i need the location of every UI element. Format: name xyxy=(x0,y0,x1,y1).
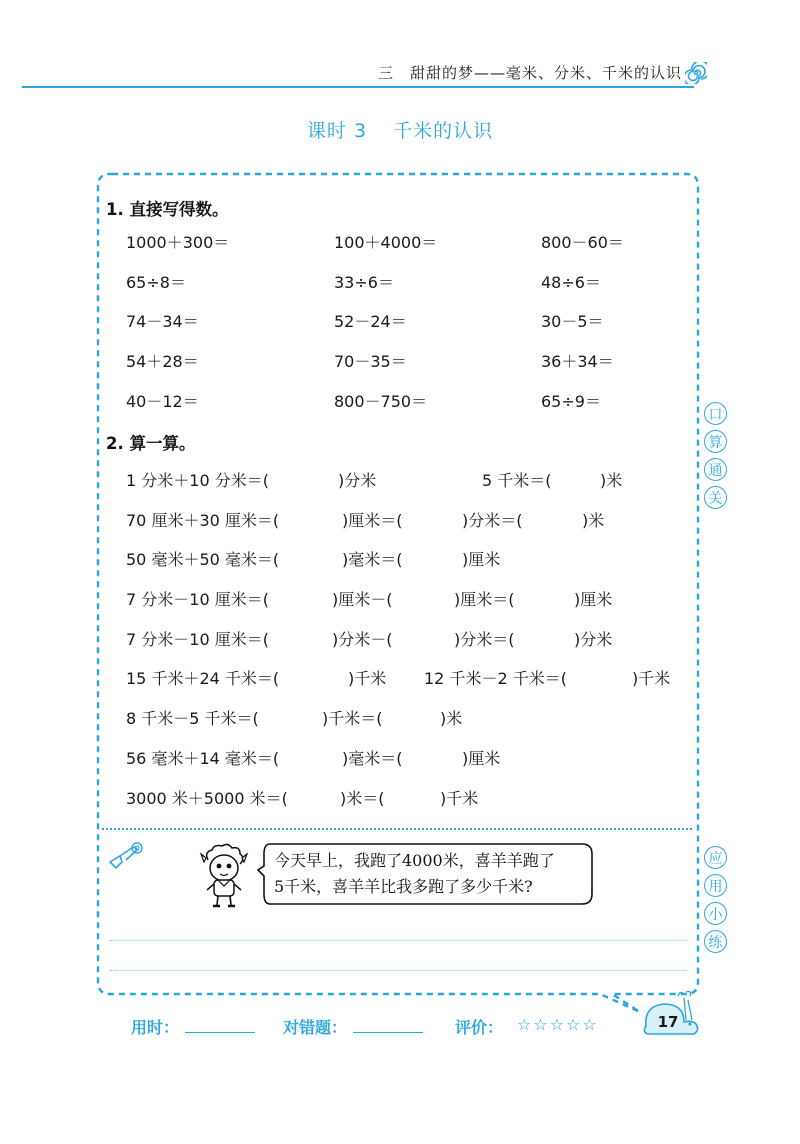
problem: 40－12＝ xyxy=(126,391,199,411)
rating-stars[interactable]: ☆☆☆☆☆ xyxy=(517,1015,599,1034)
errors-blank[interactable] xyxy=(353,1018,423,1033)
answer-blank[interactable]: )千米＝( xyxy=(322,709,383,729)
errors-label: 对错题： xyxy=(283,1018,348,1037)
answer-blank[interactable]: )米＝( xyxy=(340,788,385,808)
answer-blank[interactable]: )厘米－( xyxy=(332,590,393,610)
answer-blank[interactable]: )厘米 xyxy=(462,550,501,570)
section1-title: 1. 直接写得数。 xyxy=(106,200,229,219)
expression: 3000 米＋5000 米＝( xyxy=(126,788,288,808)
expression: 5 千米＝( xyxy=(482,471,552,490)
section-divider xyxy=(102,828,692,830)
answer-blank[interactable]: )分米＝( xyxy=(462,510,523,530)
side-tab-char: 算 xyxy=(704,430,727,453)
conversion-row xyxy=(126,508,696,548)
sheep-character-icon xyxy=(198,842,250,910)
rating-field xyxy=(455,1015,503,1038)
answer-blank[interactable]: )米 xyxy=(440,709,463,729)
side-tab-application xyxy=(704,846,728,958)
conversion-row xyxy=(126,746,696,786)
expression: 8 千米－5 千米＝( xyxy=(126,709,259,729)
lesson-name: 千米的认识 xyxy=(393,120,494,142)
side-tab-char: 应 xyxy=(704,846,727,869)
conversion-row xyxy=(126,547,696,587)
side-tab-char: 用 xyxy=(704,874,727,897)
word-problem-text xyxy=(274,848,604,900)
answer-line[interactable] xyxy=(110,970,688,971)
grid-row xyxy=(126,309,686,349)
conversion-row xyxy=(126,468,696,508)
problem: 54＋28＝ xyxy=(126,352,199,372)
answer-blank[interactable]: )分米－( xyxy=(332,629,393,649)
expression: 1 分米＋10 分米＝( xyxy=(126,471,269,490)
answer-blank[interactable]: )米 xyxy=(582,510,605,530)
answer-blank[interactable]: )厘米＝( xyxy=(454,590,515,610)
side-tab-char: 关 xyxy=(704,486,727,509)
grid-row xyxy=(126,230,686,270)
conversion-row xyxy=(126,706,696,746)
section2-title: 2. 算一算。 xyxy=(106,434,196,453)
unit-conversion-list xyxy=(126,468,696,825)
problem: 800－750＝ xyxy=(334,391,428,411)
expression: 56 毫米＋14 毫米＝( xyxy=(126,748,280,768)
expression: 7 分米－10 厘米＝( xyxy=(126,590,269,610)
errors-field xyxy=(283,1015,423,1038)
mental-math-grid xyxy=(126,230,686,428)
conversion-row xyxy=(126,666,696,706)
side-tab-mental-math xyxy=(704,402,728,514)
conversion-row xyxy=(126,587,696,627)
answer-line[interactable] xyxy=(110,940,688,941)
grid-row xyxy=(126,349,686,389)
answer-blank[interactable]: )分米 xyxy=(338,471,377,490)
answer-blank[interactable]: )毫米＝( xyxy=(342,748,403,768)
problem: 800－60＝ xyxy=(541,233,624,252)
answer-blank[interactable]: )厘米＝( xyxy=(342,510,403,530)
expression: 70 厘米＋30 厘米＝( xyxy=(126,510,280,530)
problem: 100＋4000＝ xyxy=(334,233,438,252)
problem: 1000＋300＝ xyxy=(126,233,230,252)
lesson-label: 课时 3 xyxy=(306,120,368,142)
answer-blank[interactable]: )米 xyxy=(600,471,623,490)
problem: 65÷9＝ xyxy=(541,391,601,411)
problem: 74－34＝ xyxy=(126,312,199,332)
side-tab-char: 口 xyxy=(704,402,727,425)
chapter-title: 三 甜甜的梦——毫米、分米、千米的认识 xyxy=(377,64,682,82)
answer-blank[interactable]: )分米 xyxy=(574,629,613,649)
problem: 70－35＝ xyxy=(334,352,407,372)
answer-blank[interactable]: )分米＝( xyxy=(454,629,515,649)
page-number: 17 xyxy=(657,1013,679,1031)
answer-blank[interactable]: )厘米 xyxy=(574,590,613,610)
grid-row xyxy=(126,270,686,310)
side-tab-char: 通 xyxy=(704,458,727,481)
conversion-row xyxy=(126,786,696,826)
conversion-row xyxy=(126,627,696,667)
problem: 36＋34＝ xyxy=(541,352,614,372)
problem: 52－24＝ xyxy=(334,312,407,332)
grid-row xyxy=(126,389,686,429)
side-tab-char: 练 xyxy=(704,930,727,953)
problem: 33÷6＝ xyxy=(334,272,394,292)
answer-blank[interactable]: )厘米 xyxy=(462,748,501,768)
problem: 65÷8＝ xyxy=(126,272,186,292)
answer-blank[interactable]: )千米 xyxy=(632,669,671,689)
pointing-hand-icon xyxy=(106,838,146,872)
time-field xyxy=(131,1015,255,1038)
expression: 12 千米－2 千米＝( xyxy=(424,669,567,689)
time-blank[interactable] xyxy=(185,1018,255,1033)
rating-label: 评价： xyxy=(455,1018,504,1037)
expression: 50 毫米＋50 毫米＝( xyxy=(126,550,280,570)
problem: 30－5＝ xyxy=(541,312,604,332)
side-tab-char: 小 xyxy=(704,902,727,925)
answer-blank[interactable]: )千米 xyxy=(348,669,387,689)
answer-blank[interactable]: )毫米＝( xyxy=(342,550,403,570)
problem-line: 5千米，喜羊羊比我多跑了多少千米? xyxy=(274,877,533,896)
answer-blank[interactable]: )千米 xyxy=(440,788,479,808)
problem-line: 今天早上，我跑了4000米，喜羊羊跑了 xyxy=(274,851,555,870)
expression: 15 千米＋24 千米＝( xyxy=(126,669,280,689)
problem: 48÷6＝ xyxy=(541,272,601,292)
expression: 7 分米－10 厘米＝( xyxy=(126,629,269,649)
time-label: 用时： xyxy=(131,1018,180,1037)
